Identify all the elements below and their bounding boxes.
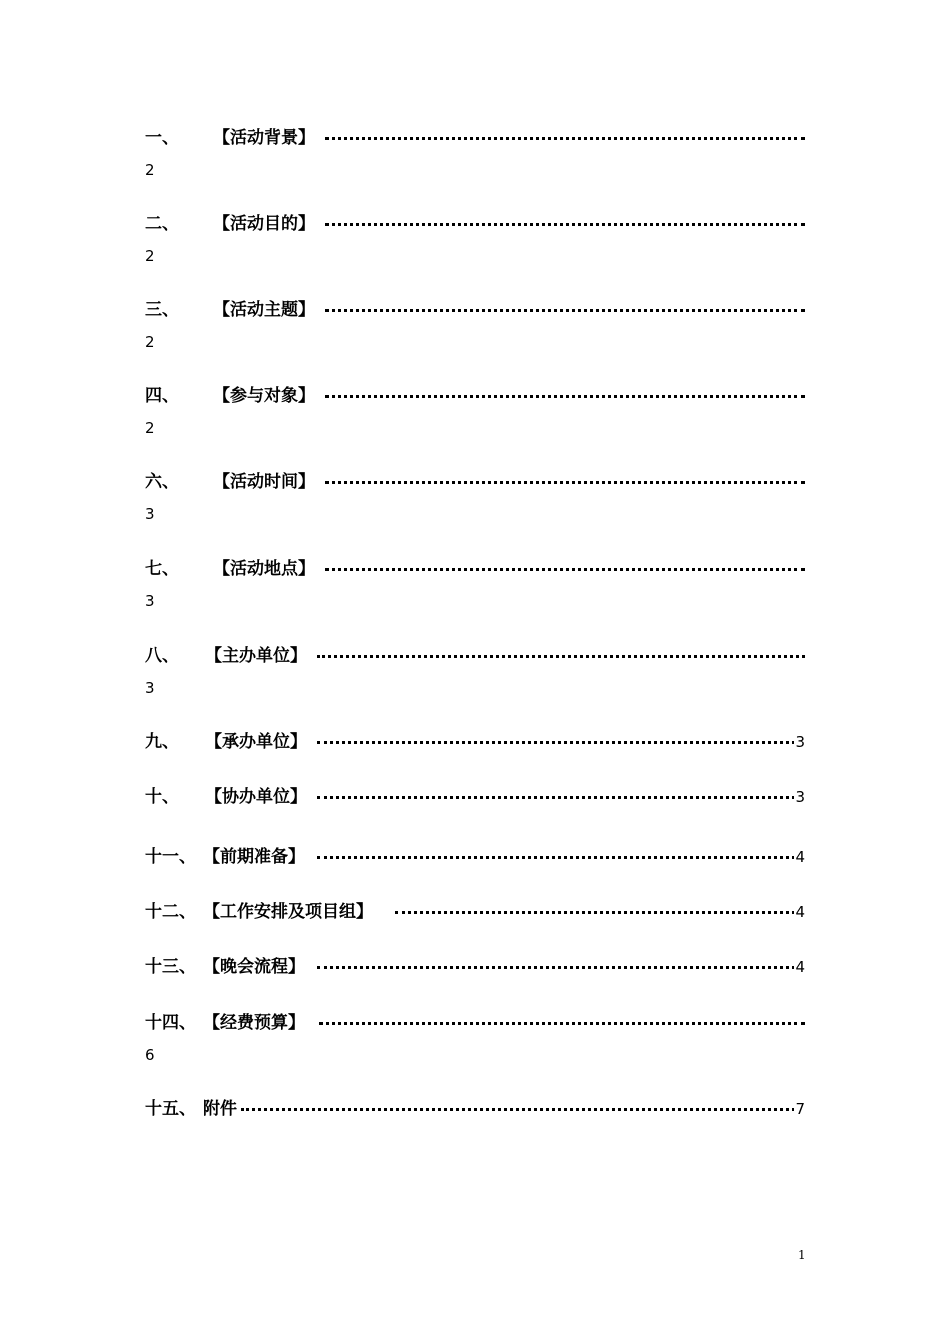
toc-page-number: 4 xyxy=(794,898,805,926)
toc-number: 十、 xyxy=(145,787,179,807)
toc-page-number: 2 xyxy=(145,333,155,351)
toc-title: 【活动目的】 xyxy=(213,210,317,238)
toc-page-number: 4 xyxy=(794,843,805,871)
toc-page-number: 3 xyxy=(145,679,155,697)
dot-leader xyxy=(317,856,795,859)
toc-page-number: 3 xyxy=(794,783,805,811)
toc-page-number: 2 xyxy=(145,161,155,179)
toc-number: 一、 xyxy=(145,128,179,148)
toc-title: 【活动时间】 xyxy=(213,468,317,496)
toc-entry[interactable] xyxy=(145,1095,805,1123)
toc-title: 【参与对象】 xyxy=(213,382,317,410)
toc-page-number: 2 xyxy=(145,247,155,265)
toc-page-number: 4 xyxy=(794,953,805,981)
toc-number: 二、 xyxy=(145,214,179,234)
toc-number: 九、 xyxy=(145,732,179,752)
toc-entry[interactable] xyxy=(145,382,805,442)
toc-entry[interactable] xyxy=(145,728,805,756)
dot-leader xyxy=(317,966,795,969)
toc-number: 八、 xyxy=(145,646,179,666)
toc-title: 【经费预算】 xyxy=(203,1009,307,1037)
toc-title: 【活动地点】 xyxy=(213,555,317,583)
toc-title: 附件 xyxy=(203,1095,239,1123)
dot-leader xyxy=(319,1022,805,1025)
toc-title: 【晚会流程】 xyxy=(203,953,307,981)
toc-number: 十五、 xyxy=(145,1099,196,1119)
toc-page-number: 2 xyxy=(145,419,155,437)
toc-title: 【活动主题】 xyxy=(213,296,317,324)
toc-number: 十三、 xyxy=(145,957,196,977)
toc-title: 【协办单位】 xyxy=(205,783,309,811)
toc-entry[interactable] xyxy=(145,468,805,528)
toc-number: 十四、 xyxy=(145,1013,196,1033)
dot-leader xyxy=(325,481,805,484)
dot-leader xyxy=(325,395,805,398)
toc-number: 七、 xyxy=(145,559,179,579)
toc-page-number: 6 xyxy=(145,1046,155,1064)
dot-leader xyxy=(325,568,805,571)
dot-leader xyxy=(325,223,805,226)
toc-page-number: 3 xyxy=(145,592,155,610)
toc-title: 【主办单位】 xyxy=(205,642,309,670)
toc-page-number: 3 xyxy=(794,728,805,756)
toc-number: 四、 xyxy=(145,386,179,406)
toc-entry[interactable] xyxy=(145,555,805,615)
toc-page-number: 3 xyxy=(145,505,155,523)
toc-entry[interactable] xyxy=(145,953,805,981)
toc-title: 【承办单位】 xyxy=(205,728,309,756)
page-number-footer: 1 xyxy=(798,1248,806,1262)
toc-entry[interactable] xyxy=(145,1009,805,1069)
toc-title: 【活动背景】 xyxy=(213,124,317,152)
toc-number: 三、 xyxy=(145,300,179,320)
dot-leader xyxy=(241,1108,795,1111)
dot-leader xyxy=(317,655,805,658)
toc-entry[interactable] xyxy=(145,783,805,811)
dot-leader xyxy=(325,137,805,140)
toc-title: 【前期准备】 xyxy=(203,843,307,871)
dot-leader xyxy=(395,911,795,914)
dot-leader xyxy=(325,309,805,312)
toc-title: 【工作安排及项目组】 xyxy=(203,898,375,926)
dot-leader xyxy=(317,796,795,799)
toc-number: 十一、 xyxy=(145,847,196,867)
toc-page-number: 7 xyxy=(794,1095,805,1123)
toc-number: 六、 xyxy=(145,472,179,492)
toc-entry[interactable] xyxy=(145,124,805,184)
toc-entry[interactable] xyxy=(145,898,805,926)
dot-leader xyxy=(317,741,795,744)
toc-entry[interactable] xyxy=(145,642,805,702)
toc-entry[interactable] xyxy=(145,296,805,356)
toc-entry[interactable] xyxy=(145,210,805,270)
toc-entry[interactable] xyxy=(145,843,805,871)
toc-number: 十二、 xyxy=(145,902,196,922)
